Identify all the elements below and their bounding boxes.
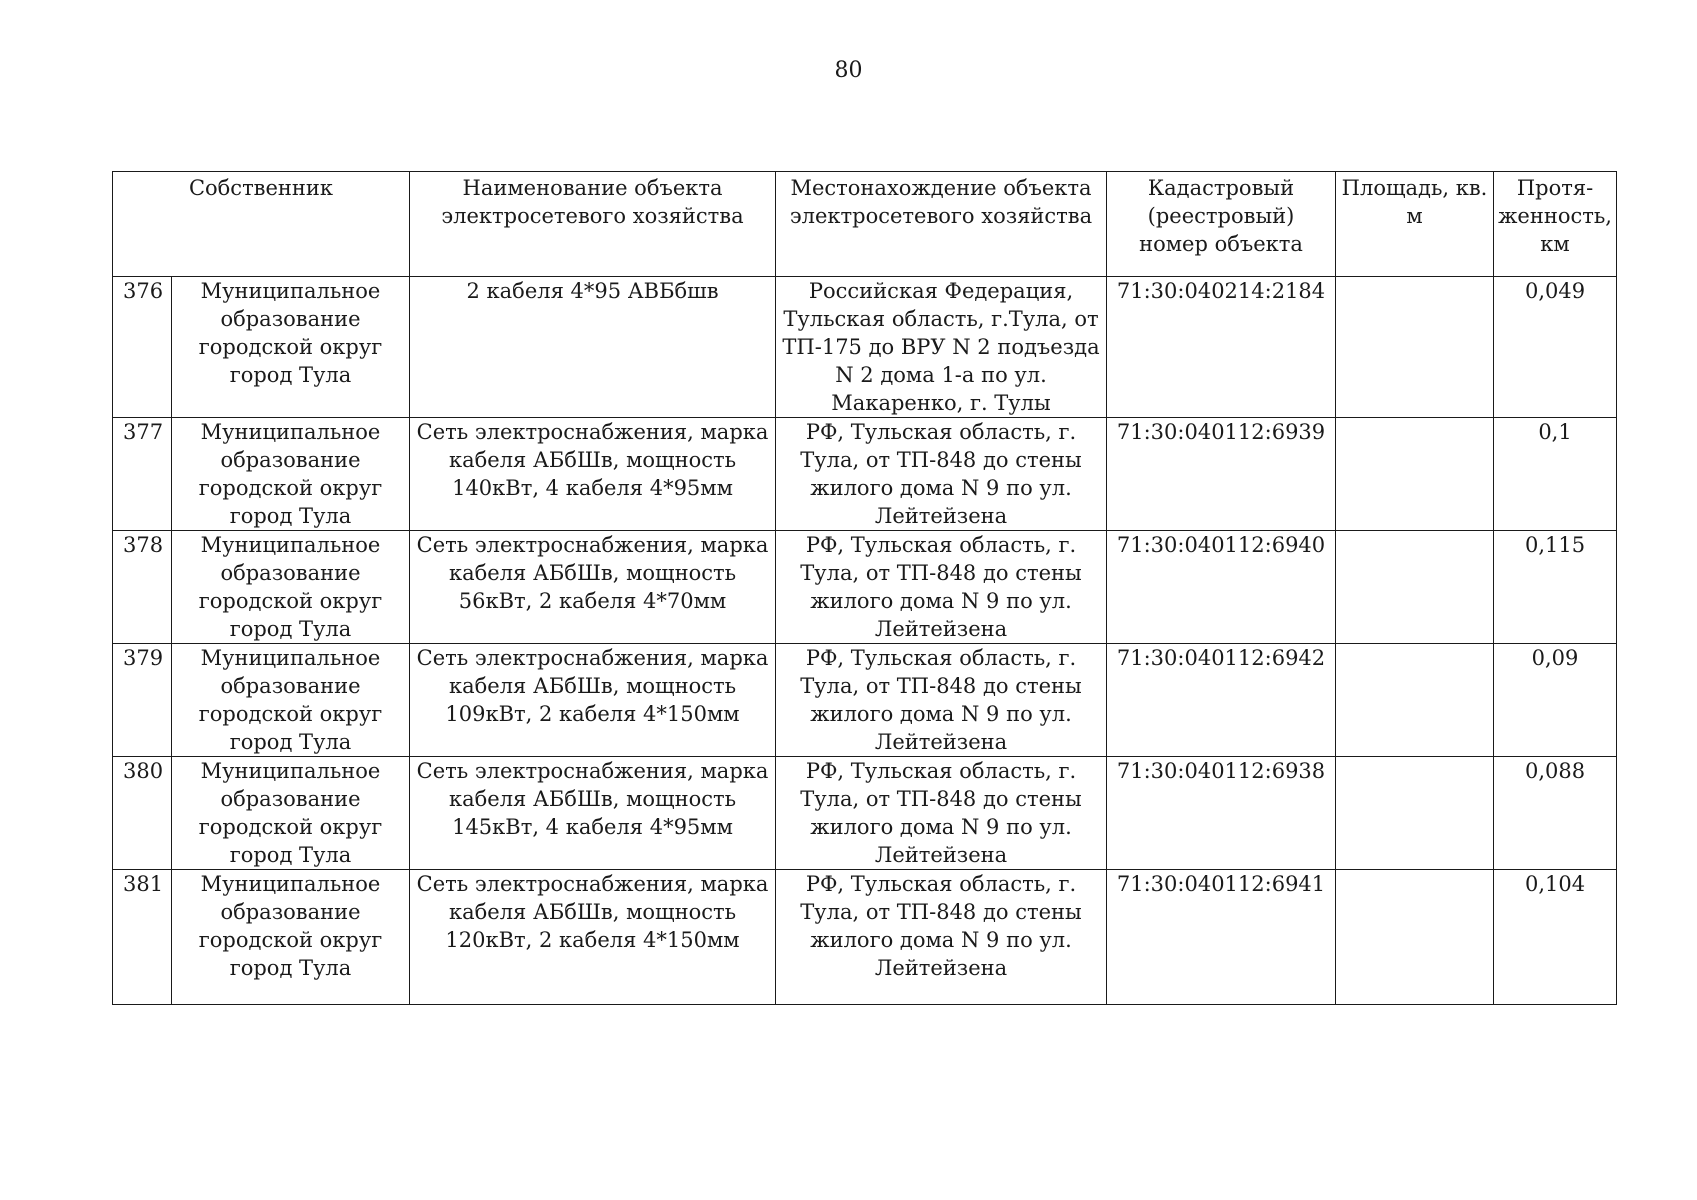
cadastral-number-cell: 71:30:040112:6942: [1107, 644, 1336, 757]
object-name-cell: Сеть электроснабжения, марка кабеля АБбШв, мощность 145кВт, 4 кабеля 4*95мм: [410, 757, 776, 870]
table-row: [113, 418, 1617, 531]
cadastral-number-cell: 71:30:040112:6941: [1107, 870, 1336, 1005]
length-cell: 0,1: [1494, 418, 1617, 531]
location-cell: Российская Федерация, Тульская область, г.Тула, от ТП-175 до ВРУ N 2 подъезда N 2 дома 1-а по ул. Макаренко, г. Тулы: [776, 277, 1107, 418]
header-length: Протя-женность, км: [1494, 172, 1617, 277]
object-name-cell: 2 кабеля 4*95 АВБбшв: [410, 277, 776, 418]
header-row: [113, 172, 1617, 277]
location-cell: РФ, Тульская область, г. Тула, от ТП-848 до стены жилого дома N 9 по ул. Лейтейзена: [776, 644, 1107, 757]
table-row: [113, 644, 1617, 757]
owner-cell: Муниципальное образование городской округ город Тула: [172, 418, 410, 531]
area-cell: [1336, 757, 1494, 870]
area-cell: [1336, 418, 1494, 531]
table-row: [113, 531, 1617, 644]
length-cell: 0,049: [1494, 277, 1617, 418]
location-cell: РФ, Тульская область, г. Тула, от ТП-848 до стены жилого дома N 9 по ул. Лейтейзена: [776, 418, 1107, 531]
row-number: 377: [113, 418, 172, 531]
row-number: 380: [113, 757, 172, 870]
location-cell: РФ, Тульская область, г. Тула, от ТП-848 до стены жилого дома N 9 по ул. Лейтейзена: [776, 870, 1107, 1005]
length-cell: 0,104: [1494, 870, 1617, 1005]
header-owner: Собственник: [113, 172, 410, 277]
cadastral-number-cell: 71:30:040112:6940: [1107, 531, 1336, 644]
length-cell: 0,115: [1494, 531, 1617, 644]
row-number: 378: [113, 531, 172, 644]
row-number: 376: [113, 277, 172, 418]
header-location: Местонахождение объекта электросетевого хозяйства: [776, 172, 1107, 277]
area-cell: [1336, 870, 1494, 1005]
length-cell: 0,09: [1494, 644, 1617, 757]
table-row: [113, 870, 1617, 1005]
area-cell: [1336, 277, 1494, 418]
cadastral-number-cell: 71:30:040214:2184: [1107, 277, 1336, 418]
header-object-name: Наименование объекта электросетевого хозяйства: [410, 172, 776, 277]
header-area: Площадь, кв. м: [1336, 172, 1494, 277]
owner-cell: Муниципальное образование городской округ город Тула: [172, 870, 410, 1005]
location-cell: РФ, Тульская область, г. Тула, от ТП-848 до стены жилого дома N 9 по ул. Лейтейзена: [776, 757, 1107, 870]
page-number: 80: [834, 58, 863, 83]
object-name-cell: Сеть электроснабжения, марка кабеля АБбШв, мощность 56кВт, 2 кабеля 4*70мм: [410, 531, 776, 644]
object-name-cell: Сеть электроснабжения, марка кабеля АБбШв, мощность 109кВт, 2 кабеля 4*150мм: [410, 644, 776, 757]
cadastral-number-cell: 71:30:040112:6938: [1107, 757, 1336, 870]
table-row: [113, 277, 1617, 418]
cadastral-number-cell: 71:30:040112:6939: [1107, 418, 1336, 531]
owner-cell: Муниципальное образование городской округ город Тула: [172, 757, 410, 870]
table-row: [113, 757, 1617, 870]
header-cadastral-number: Кадастровый (реестровый) номер объекта: [1107, 172, 1336, 277]
owner-cell: Муниципальное образование городской округ город Тула: [172, 644, 410, 757]
registry-table: [112, 171, 1617, 1005]
object-name-cell: Сеть электроснабжения, марка кабеля АБбШв, мощность 140кВт, 4 кабеля 4*95мм: [410, 418, 776, 531]
row-number: 379: [113, 644, 172, 757]
location-cell: РФ, Тульская область, г. Тула, от ТП-848 до стены жилого дома N 9 по ул. Лейтейзена: [776, 531, 1107, 644]
owner-cell: Муниципальное образование городской округ город Тула: [172, 277, 410, 418]
owner-cell: Муниципальное образование городской округ город Тула: [172, 531, 410, 644]
object-name-cell: Сеть электроснабжения, марка кабеля АБбШв, мощность 120кВт, 2 кабеля 4*150мм: [410, 870, 776, 1005]
row-number: 381: [113, 870, 172, 1005]
area-cell: [1336, 531, 1494, 644]
length-cell: 0,088: [1494, 757, 1617, 870]
area-cell: [1336, 644, 1494, 757]
